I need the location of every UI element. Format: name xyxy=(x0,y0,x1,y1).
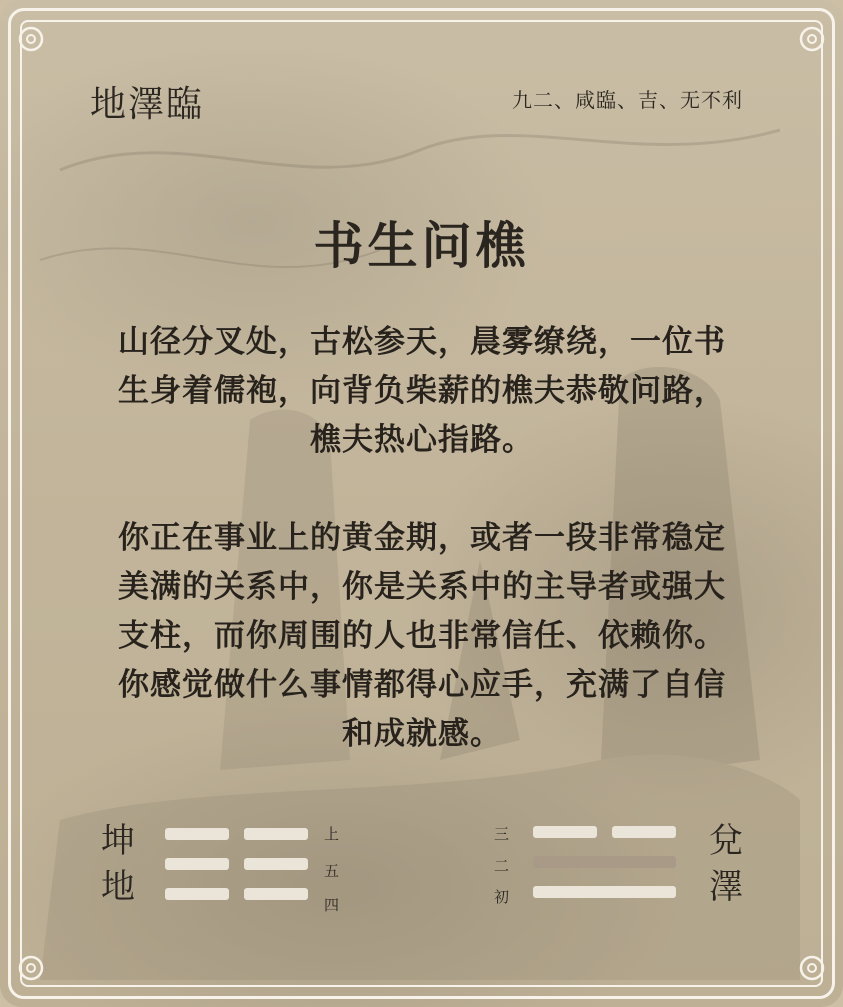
yao-line-upper-mid-right xyxy=(244,858,308,870)
story-paragraph: 山径分叉处，古松参天，晨雾缭绕，一位书生身着儒袍，向背负柴薪的樵夫恭敬问路，樵夫热心指路。 xyxy=(118,324,726,458)
card-title: 书生问樵 xyxy=(313,216,530,275)
inner-frame xyxy=(20,20,823,987)
yao-line-lower-mid-moving xyxy=(533,856,676,868)
upper-trigram-char: 坤 xyxy=(101,821,135,861)
corner-ornament-icon xyxy=(14,22,48,56)
corner-ornament-icon xyxy=(795,951,829,985)
yao-line-upper-top-left xyxy=(165,828,229,840)
yao-line-upper-bottom-right xyxy=(244,888,308,900)
yao-line-upper-mid-left xyxy=(165,858,229,870)
corner-ornament-icon xyxy=(14,951,48,985)
reading-paragraph: 你正在事业上的黄金期，或者一段非常稳定美满的关系中，你是关系中的主导者或强大支柱，而你周围的人也非常信任、依赖你。你感觉做什么事情都得心应手，充满了自信和成就感。 xyxy=(118,520,726,752)
yao-label: 二 xyxy=(494,857,510,875)
yao-label: 四 xyxy=(324,896,340,914)
yao-label: 五 xyxy=(324,862,340,880)
upper-trigram-name xyxy=(96,818,140,910)
yao-line-upper-top-right xyxy=(244,828,308,840)
upper-trigram-element: 地 xyxy=(101,867,135,907)
yao-label: 上 xyxy=(324,825,340,843)
yao-line-lower-top-left xyxy=(533,826,597,838)
lower-trigram-name xyxy=(704,818,748,910)
lower-trigram-element: 澤 xyxy=(709,867,743,907)
yao-line-upper-bottom-left xyxy=(165,888,229,900)
lower-trigram-char: 兌 xyxy=(709,821,743,861)
yao-label: 三 xyxy=(494,825,510,843)
yao-line-lower-top-right xyxy=(612,826,676,838)
line-text: 九二、咸臨、吉、无不利 xyxy=(512,88,743,112)
yao-label: 初 xyxy=(494,888,510,906)
hexagram-name: 地澤臨 xyxy=(90,84,205,125)
yao-line-lower-bottom xyxy=(533,886,676,898)
corner-ornament-icon xyxy=(795,22,829,56)
